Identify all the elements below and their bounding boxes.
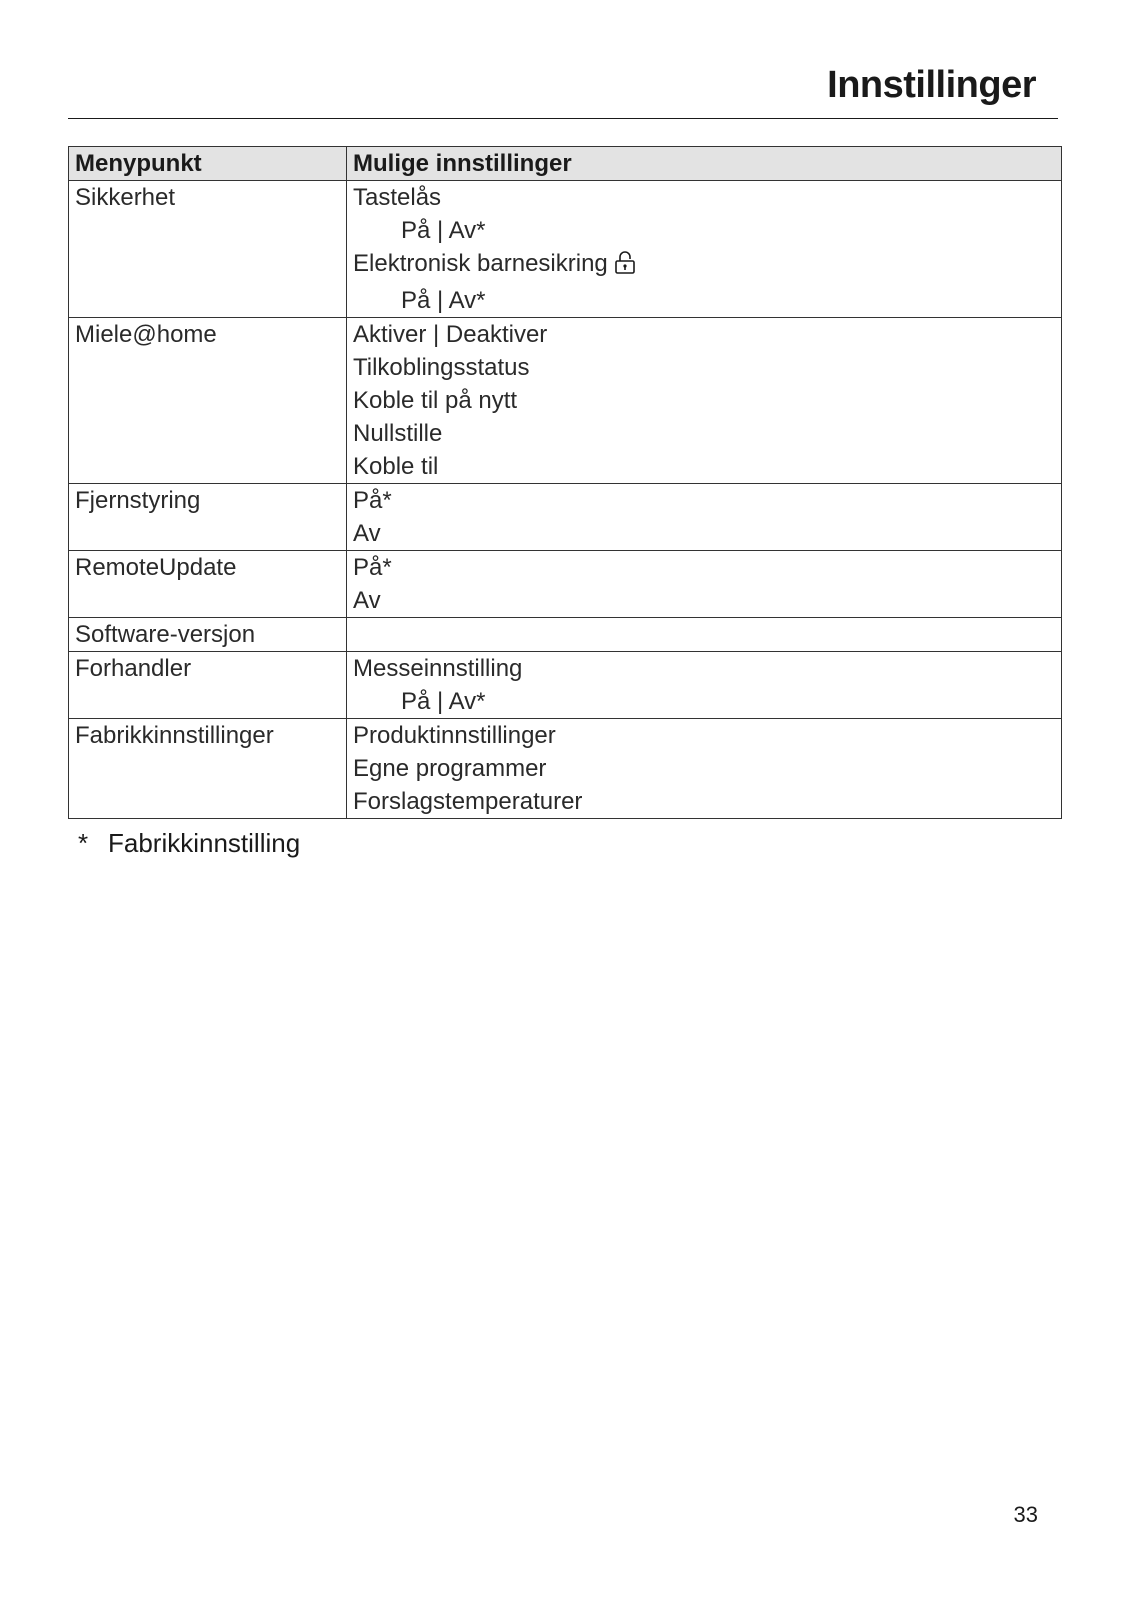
table-row	[69, 551, 1062, 618]
table-row	[69, 618, 1062, 652]
table-row	[69, 181, 1062, 318]
settings-options-cell	[347, 652, 1062, 719]
settings-table	[68, 146, 1062, 819]
settings-options-cell	[347, 318, 1062, 484]
settings-option	[353, 181, 1055, 214]
settings-option-label: Koble til på nytt	[353, 387, 518, 414]
table-header-row	[69, 147, 1062, 181]
settings-options-cell	[347, 551, 1062, 618]
settings-option	[353, 752, 1055, 785]
menu-item-cell: Fjernstyring	[69, 484, 347, 551]
settings-option	[353, 785, 1055, 818]
footnote-text: Fabrikkinnstilling	[108, 828, 301, 858]
settings-option-label: Koble til	[353, 453, 439, 480]
settings-option-label: På | Av*	[401, 217, 486, 244]
table-row	[69, 318, 1062, 484]
settings-option	[353, 517, 1055, 550]
settings-option-label: På | Av*	[401, 287, 486, 314]
lock-icon	[614, 251, 636, 284]
settings-option-label: Tastelås	[353, 184, 442, 211]
menu-item-cell: RemoteUpdate	[69, 551, 347, 618]
settings-option	[353, 719, 1055, 752]
menu-item-cell: Software-versjon	[69, 618, 347, 652]
settings-option	[353, 484, 1055, 517]
table-row	[69, 652, 1062, 719]
settings-option	[353, 652, 1055, 685]
settings-option	[353, 318, 1055, 351]
table-row	[69, 719, 1062, 819]
settings-option	[353, 584, 1055, 617]
settings-option	[353, 685, 1055, 718]
footnote-marker: *	[78, 828, 89, 858]
footnote	[78, 828, 300, 859]
settings-option-label: På*	[353, 554, 392, 581]
settings-option-label: På | Av*	[401, 688, 486, 715]
settings-option-label: Elektronisk barnesikring	[353, 250, 608, 277]
settings-option	[353, 284, 1055, 317]
settings-option-label: Av	[353, 587, 381, 614]
settings-option-label: Forslagstemperaturer	[353, 788, 583, 815]
settings-option-label: Aktiver | Deaktiver	[353, 321, 548, 348]
menu-item-cell: Sikkerhet	[69, 181, 347, 318]
menu-item-cell: Miele@home	[69, 318, 347, 484]
settings-options-cell	[347, 181, 1062, 318]
settings-option-label: Produktinnstillinger	[353, 722, 556, 749]
settings-options-cell	[347, 618, 1062, 652]
menu-item-cell: Forhandler	[69, 652, 347, 719]
settings-options-cell	[347, 484, 1062, 551]
menu-item-cell: Fabrikkinnstillinger	[69, 719, 347, 819]
settings-option-label: Tilkoblingsstatus	[353, 354, 530, 381]
settings-option	[353, 247, 1055, 284]
page-title: Innstillinger	[827, 64, 1036, 106]
settings-option-label: Egne programmer	[353, 755, 547, 782]
title-divider	[68, 118, 1058, 119]
table-row	[69, 484, 1062, 551]
settings-option-label: På*	[353, 487, 392, 514]
settings-option	[353, 450, 1055, 483]
settings-option	[353, 214, 1055, 247]
header-menu-item: Menypunkt	[69, 147, 347, 181]
settings-option	[353, 551, 1055, 584]
settings-option-label: Messeinnstilling	[353, 655, 523, 682]
settings-options-cell	[347, 719, 1062, 819]
settings-table-body	[69, 181, 1062, 819]
settings-option	[353, 417, 1055, 450]
settings-option	[353, 384, 1055, 417]
settings-option-label: Nullstille	[353, 420, 443, 447]
settings-option	[353, 351, 1055, 384]
page-number: 33	[1013, 1502, 1038, 1527]
settings-option-label: Av	[353, 520, 381, 547]
header-possible-settings: Mulige innstillinger	[347, 147, 1062, 181]
